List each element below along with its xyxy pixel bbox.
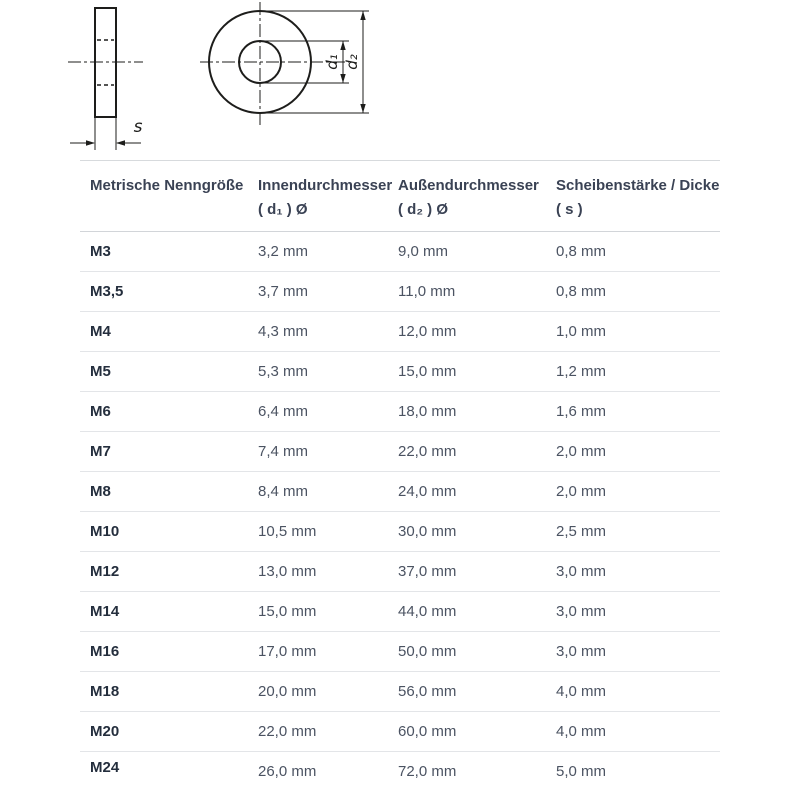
cell-metric-size: M18 <box>80 672 248 712</box>
cell-outer-diameter: 30,0 mm <box>388 512 546 552</box>
col-header-inner-diameter <box>248 161 393 232</box>
table-row <box>80 472 720 512</box>
cell-thickness: 2,0 mm <box>546 432 720 472</box>
cell-thickness: 1,6 mm <box>546 392 720 432</box>
cell-outer-diameter: 9,0 mm <box>388 232 546 272</box>
cell-inner-diameter: 10,5 mm <box>248 512 388 552</box>
table-row <box>80 352 720 392</box>
cell-metric-size: M7 <box>80 432 248 472</box>
cell-thickness: 2,5 mm <box>546 512 720 552</box>
cell-outer-diameter: 37,0 mm <box>388 552 546 592</box>
cell-outer-diameter: 56,0 mm <box>388 672 546 712</box>
col-header-label: Innendurchmesser <box>258 177 393 194</box>
washer-technical-drawing <box>0 0 420 158</box>
extension-lines-s <box>95 117 116 150</box>
table-row <box>80 232 720 272</box>
cell-outer-diameter: 50,0 mm <box>388 632 546 672</box>
table-row <box>80 272 720 312</box>
cell-inner-diameter: 3,2 mm <box>248 232 388 272</box>
cell-inner-diameter: 8,4 mm <box>248 472 388 512</box>
cell-inner-diameter: 13,0 mm <box>248 552 388 592</box>
cell-thickness: 2,0 mm <box>546 472 720 512</box>
dimension-s <box>70 140 141 145</box>
cell-inner-diameter: 5,3 mm <box>248 352 388 392</box>
cell-metric-size: M8 <box>80 472 248 512</box>
cell-metric-size: M12 <box>80 552 248 592</box>
cell-inner-diameter: 6,4 mm <box>248 392 388 432</box>
cell-inner-diameter: 15,0 mm <box>248 592 388 632</box>
table-row <box>80 592 720 632</box>
col-header-outer-diameter <box>388 161 546 232</box>
cell-metric-size: M10 <box>80 512 248 552</box>
cell-outer-diameter: 22,0 mm <box>388 432 546 472</box>
dim-label-d2: d₂ <box>343 54 361 70</box>
col-header-label: Metrische Nenngröße <box>90 177 244 194</box>
cell-metric-size: M6 <box>80 392 248 432</box>
table-header-row <box>80 161 720 232</box>
cell-thickness: 0,8 mm <box>546 232 720 272</box>
cell-inner-diameter: 20,0 mm <box>248 672 388 712</box>
table-row <box>80 432 720 472</box>
arrow-d2-top <box>360 11 365 20</box>
arrow-s-left <box>86 140 95 145</box>
table-row <box>80 672 720 712</box>
table-row <box>80 392 720 432</box>
col-header-sublabel: ( d₁ ) Ø <box>258 201 308 218</box>
cell-metric-size: M20 <box>80 712 248 752</box>
cell-outer-diameter: 18,0 mm <box>388 392 546 432</box>
table-row <box>80 552 720 592</box>
col-header-label: Außendurchmesser <box>398 177 539 194</box>
cell-outer-diameter: 60,0 mm <box>388 712 546 752</box>
cell-outer-diameter: 72,0 mm <box>398 763 457 781</box>
cell-outer-diameter: 12,0 mm <box>388 312 546 352</box>
cell-inner-diameter: 3,7 mm <box>248 272 388 312</box>
cell-outer-diameter: 11,0 mm <box>388 272 546 312</box>
cell-metric-size: M16 <box>80 632 248 672</box>
cell-metric-size: M3,5 <box>80 272 248 312</box>
cell-outer-diameter: 15,0 mm <box>388 352 546 392</box>
cell-thickness: 1,2 mm <box>546 352 720 392</box>
dimension-d2 <box>360 11 365 113</box>
cell-thickness: 3,0 mm <box>546 592 720 632</box>
cell-thickness: 3,0 mm <box>546 552 720 592</box>
cell-thickness: 0,8 mm <box>546 272 720 312</box>
cell-inner-diameter: 22,0 mm <box>248 712 388 752</box>
cell-thickness: 5,0 mm <box>556 763 607 781</box>
cell-outer-diameter: 24,0 mm <box>388 472 546 512</box>
table-row <box>80 512 720 552</box>
cell-thickness: 4,0 mm <box>546 672 720 712</box>
cell-metric-size: M3 <box>80 232 248 272</box>
table-row <box>80 752 720 792</box>
cell-metric-size: M24 <box>90 759 120 776</box>
col-header-sublabel: ( s ) <box>556 201 583 218</box>
cell-thickness: 4,0 mm <box>546 712 720 752</box>
washer-side-view <box>68 8 143 150</box>
arrow-d1-bottom <box>340 74 345 83</box>
cell-thickness: 3,0 mm <box>546 632 720 672</box>
table-row <box>80 712 720 752</box>
cell-metric-size: M4 <box>80 312 248 352</box>
cell-inner-diameter: 17,0 mm <box>248 632 388 672</box>
cell-outer-diameter: 44,0 mm <box>388 592 546 632</box>
cell-inner-diameter: 26,0 mm <box>258 763 317 781</box>
washer-table-body <box>80 232 720 792</box>
col-header-metric-size <box>80 161 248 232</box>
dim-label-d1: d₁ <box>323 54 341 70</box>
arrow-d1-top <box>340 41 345 50</box>
dim-label-s: s <box>133 117 143 137</box>
cell-inner-diameter: 7,4 mm <box>248 432 388 472</box>
arrow-s-right <box>116 140 125 145</box>
dimensions-table <box>80 160 720 792</box>
cell-metric-size: M14 <box>80 592 248 632</box>
arrow-d2-bottom <box>360 104 365 113</box>
col-header-label: Scheibenstärke / Dicke <box>556 177 720 194</box>
cell-metric-size: M5 <box>80 352 248 392</box>
col-header-sublabel: ( d₂ ) Ø <box>398 201 448 218</box>
cell-thickness: 1,0 mm <box>546 312 720 352</box>
table-row <box>80 312 720 352</box>
cell-inner-diameter: 4,3 mm <box>248 312 388 352</box>
table-row <box>80 632 720 672</box>
col-header-thickness <box>546 161 720 232</box>
